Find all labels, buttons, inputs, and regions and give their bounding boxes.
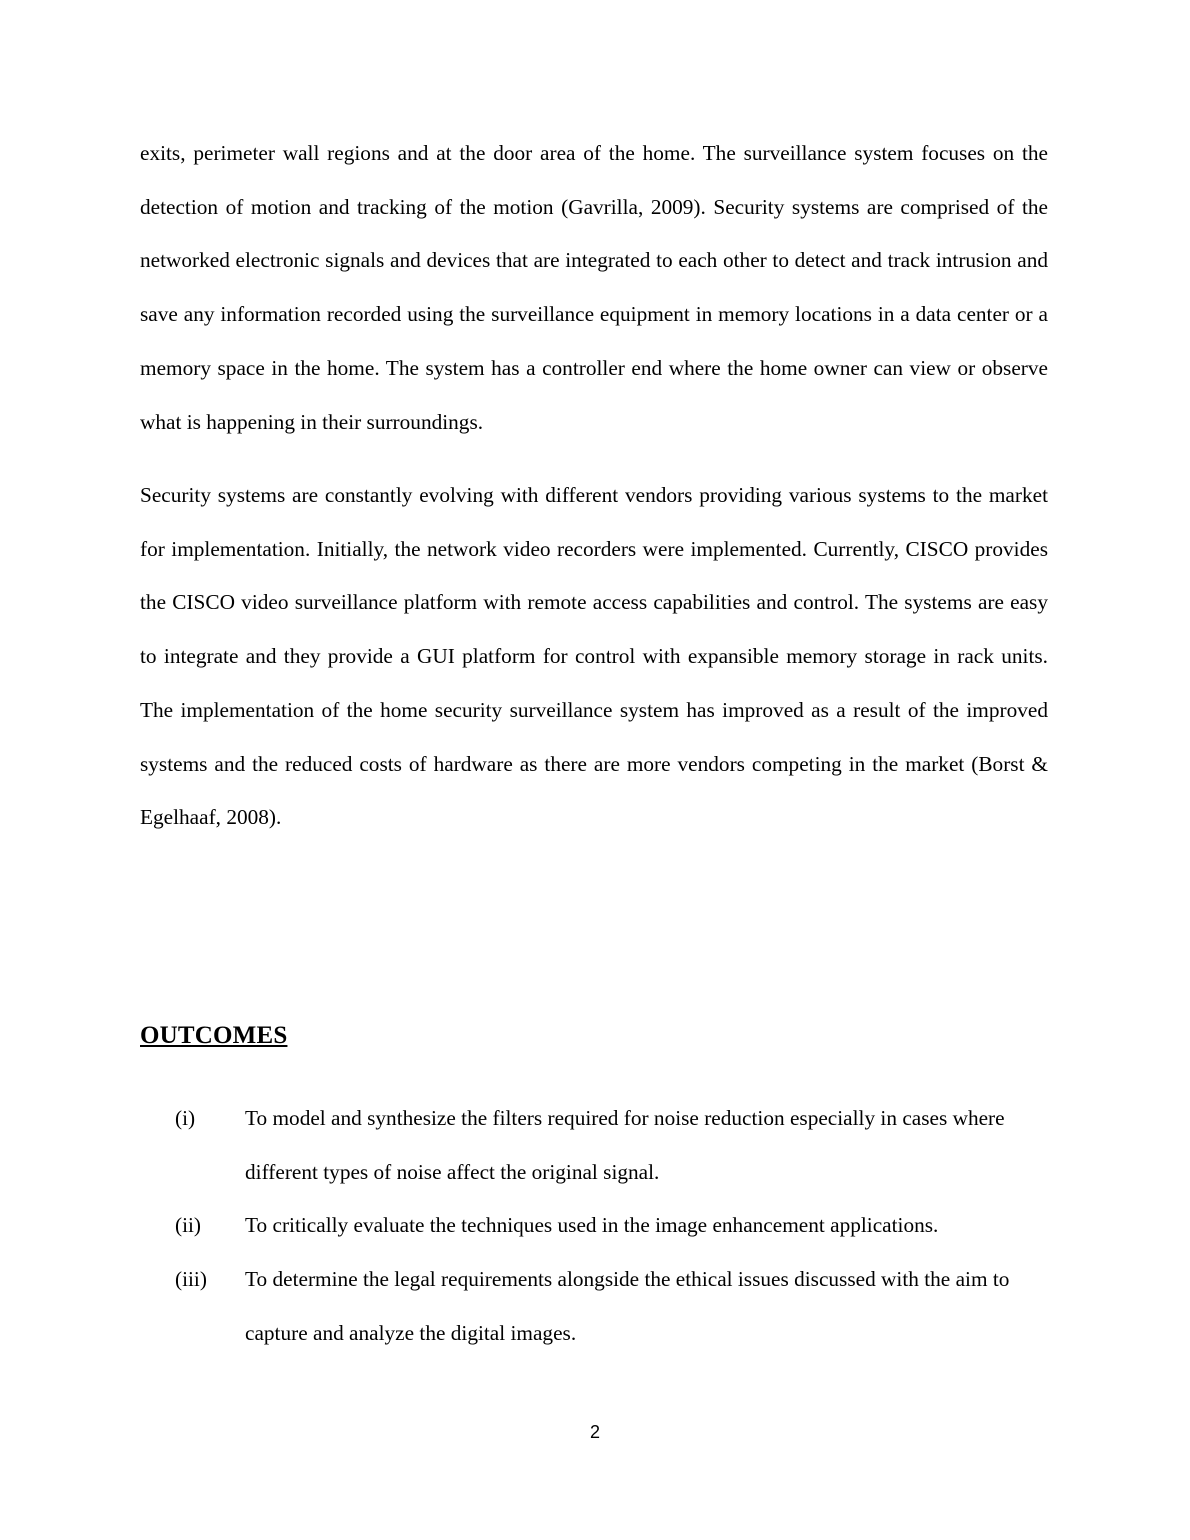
page-number: 2 [589,1422,600,1442]
list-item [140,1092,1048,1199]
body-paragraph-2: Security systems are constantly evolving with different vendors providing various systems to the market for implementation. Initially, the network video recorders were implemented. Currently, CISCO provides the CISCO video surveillance platform with remote access capabilities and control. The systems are easy to integrate and they provide a GUI platform for control with expansible memory storage in rack units. The implementation of the home security surveillance system has improved as a result of the improved systems and the reduced costs of hardware as there are more vendors competing in the market (Borst & Egelhaaf, 2008). [140,483,1048,830]
list-item-number: (iii) [175,1267,207,1292]
list-item-text: To model and synthesize the filters required for noise reduction especially in cases where different types of noise affect the original signal. [245,1106,1005,1184]
body-paragraph-1: exits, perimeter wall regions and at the door area of the home. The surveillance system focuses on the detection of motion and tracking of the motion (Gavrilla, 2009). Security systems are comprised of the networked electronic signals and devices that are integrated to each other to detect and track intrusion and save any information recorded using the surveillance equipment in memory locations in a data center or a memory space in the home. The system has a controller end where the home owner can view or observe what is happening in their surroundings. [140,141,1048,434]
list-item-text: To critically evaluate the techniques used in the image enhancement applications. [245,1213,939,1238]
list-item-text: To determine the legal requirements alongside the ethical issues discussed with the aim to capture and analyze the digital images. [245,1267,1010,1345]
list-item [140,1253,1048,1360]
list-item-number: (ii) [175,1213,202,1238]
list-item [140,1199,1048,1253]
list-item-number: (i) [175,1106,196,1130]
outcomes-list [140,1092,1048,1361]
section-heading-outcomes: OUTCOMES [140,1022,288,1049]
